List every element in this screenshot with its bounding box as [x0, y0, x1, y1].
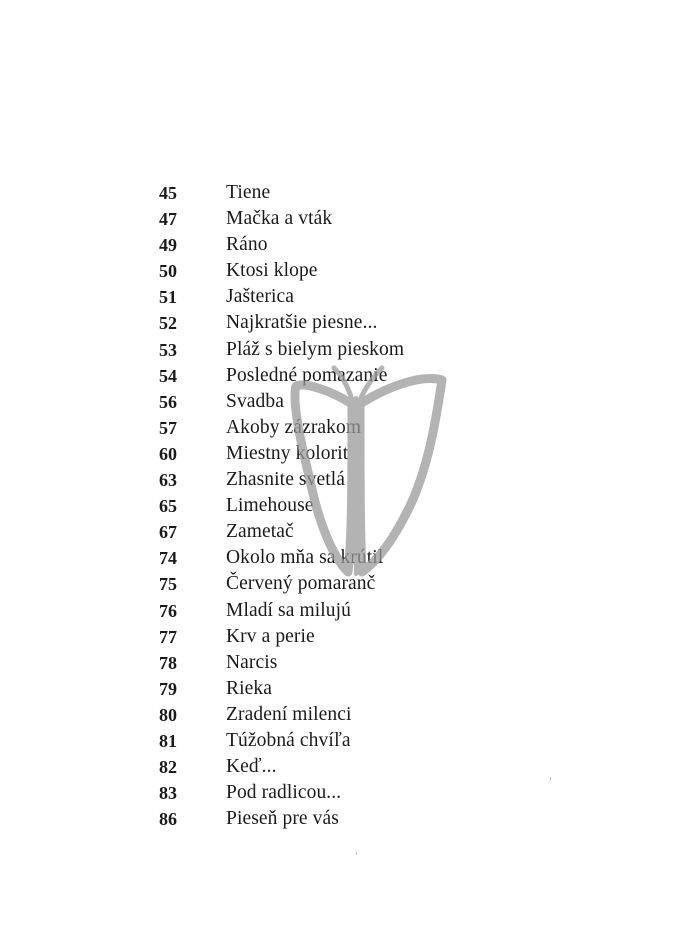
toc-page-number: 81 — [159, 730, 177, 751]
toc-entry — [0, 206, 700, 232]
toc-page-number: 78 — [159, 652, 177, 673]
paper-speck — [356, 852, 357, 855]
toc-entry — [0, 676, 700, 702]
toc-page-number: 80 — [159, 704, 177, 725]
toc-page-number: 75 — [159, 574, 177, 595]
toc-page-number: 65 — [159, 496, 177, 517]
toc-title: Jašterica — [226, 286, 295, 308]
toc-page-number: 57 — [159, 417, 177, 438]
toc-page-number: 49 — [159, 235, 177, 256]
toc-title: Pláž s bielym pieskom — [226, 338, 405, 360]
toc-title: Mladí sa milujú — [226, 599, 351, 621]
toc-entry — [0, 180, 700, 206]
toc-title: Svadba — [226, 390, 285, 412]
toc-entry — [0, 232, 700, 258]
toc-entry — [0, 624, 700, 650]
toc-entry — [0, 284, 700, 310]
toc-page-number: 76 — [159, 600, 177, 621]
toc-page-number: 51 — [159, 287, 177, 308]
toc-page-number: 53 — [159, 339, 177, 360]
toc-page-number: 52 — [159, 313, 177, 334]
toc-title: Okolo mňa sa krútil — [226, 547, 384, 569]
toc-entry — [0, 728, 700, 754]
toc-title: Tiene — [226, 182, 271, 203]
toc-entry — [0, 806, 700, 832]
toc-entry — [0, 598, 700, 624]
toc-page-number: 45 — [159, 183, 177, 203]
toc-entry — [0, 519, 700, 545]
toc-page-number: 86 — [159, 809, 177, 830]
toc-entry — [0, 545, 700, 571]
toc-entry — [0, 258, 700, 284]
toc-entry — [0, 702, 700, 728]
toc-entry — [0, 415, 700, 441]
toc-page-number: 67 — [159, 522, 177, 543]
toc-entry — [0, 441, 700, 467]
toc-title: Zradení milenci — [226, 703, 352, 725]
toc-title: Mačka a vták — [226, 208, 333, 230]
toc-entry — [0, 310, 700, 336]
toc-title: Narcis — [226, 651, 278, 673]
toc-title: Posledné pomazanie — [226, 364, 388, 386]
toc-page-number: 74 — [159, 548, 177, 569]
toc-entry — [0, 389, 700, 415]
toc-entry — [0, 493, 700, 519]
toc-title: Ktosi klope — [226, 260, 318, 282]
toc-title: Pieseň pre vás — [226, 808, 339, 830]
toc-page-number: 82 — [159, 757, 177, 778]
toc-entry — [0, 337, 700, 363]
toc-title: Miestny kolorit — [226, 442, 349, 464]
toc-entry — [0, 780, 700, 806]
toc-title: Pod radlicou... — [226, 782, 342, 804]
toc-page-number: 56 — [159, 391, 177, 412]
toc-page-number: 83 — [159, 783, 177, 804]
toc-title: Limehouse — [226, 495, 314, 517]
toc-page-number: 63 — [159, 470, 177, 491]
toc-title: Krv a perie — [226, 625, 315, 647]
toc-title: Akoby zázrakom — [226, 416, 362, 438]
toc-page-number: 47 — [159, 209, 177, 230]
toc-entry — [0, 650, 700, 676]
toc-page-number: 54 — [159, 365, 177, 386]
toc-page-number: 79 — [159, 678, 177, 699]
toc-entry — [0, 571, 700, 597]
table-of-contents — [0, 180, 700, 832]
toc-title: Najkratšie piesne... — [226, 312, 378, 334]
toc-entry — [0, 754, 700, 780]
toc-title: Ráno — [226, 234, 268, 256]
toc-page-number: 50 — [159, 261, 177, 282]
toc-title: Červený pomaranč — [226, 573, 376, 595]
toc-title: Zhasnite svetlá — [226, 469, 346, 491]
toc-page-number: 60 — [159, 443, 177, 464]
toc-title: Zametač — [226, 521, 294, 543]
toc-title: Keď... — [226, 756, 277, 778]
paper-speck — [550, 777, 551, 780]
toc-entry — [0, 467, 700, 493]
toc-entry — [0, 363, 700, 389]
toc-title: Rieka — [226, 677, 272, 699]
toc-title: Túžobná chvíľa — [226, 729, 351, 751]
toc-page-number: 77 — [159, 626, 177, 647]
